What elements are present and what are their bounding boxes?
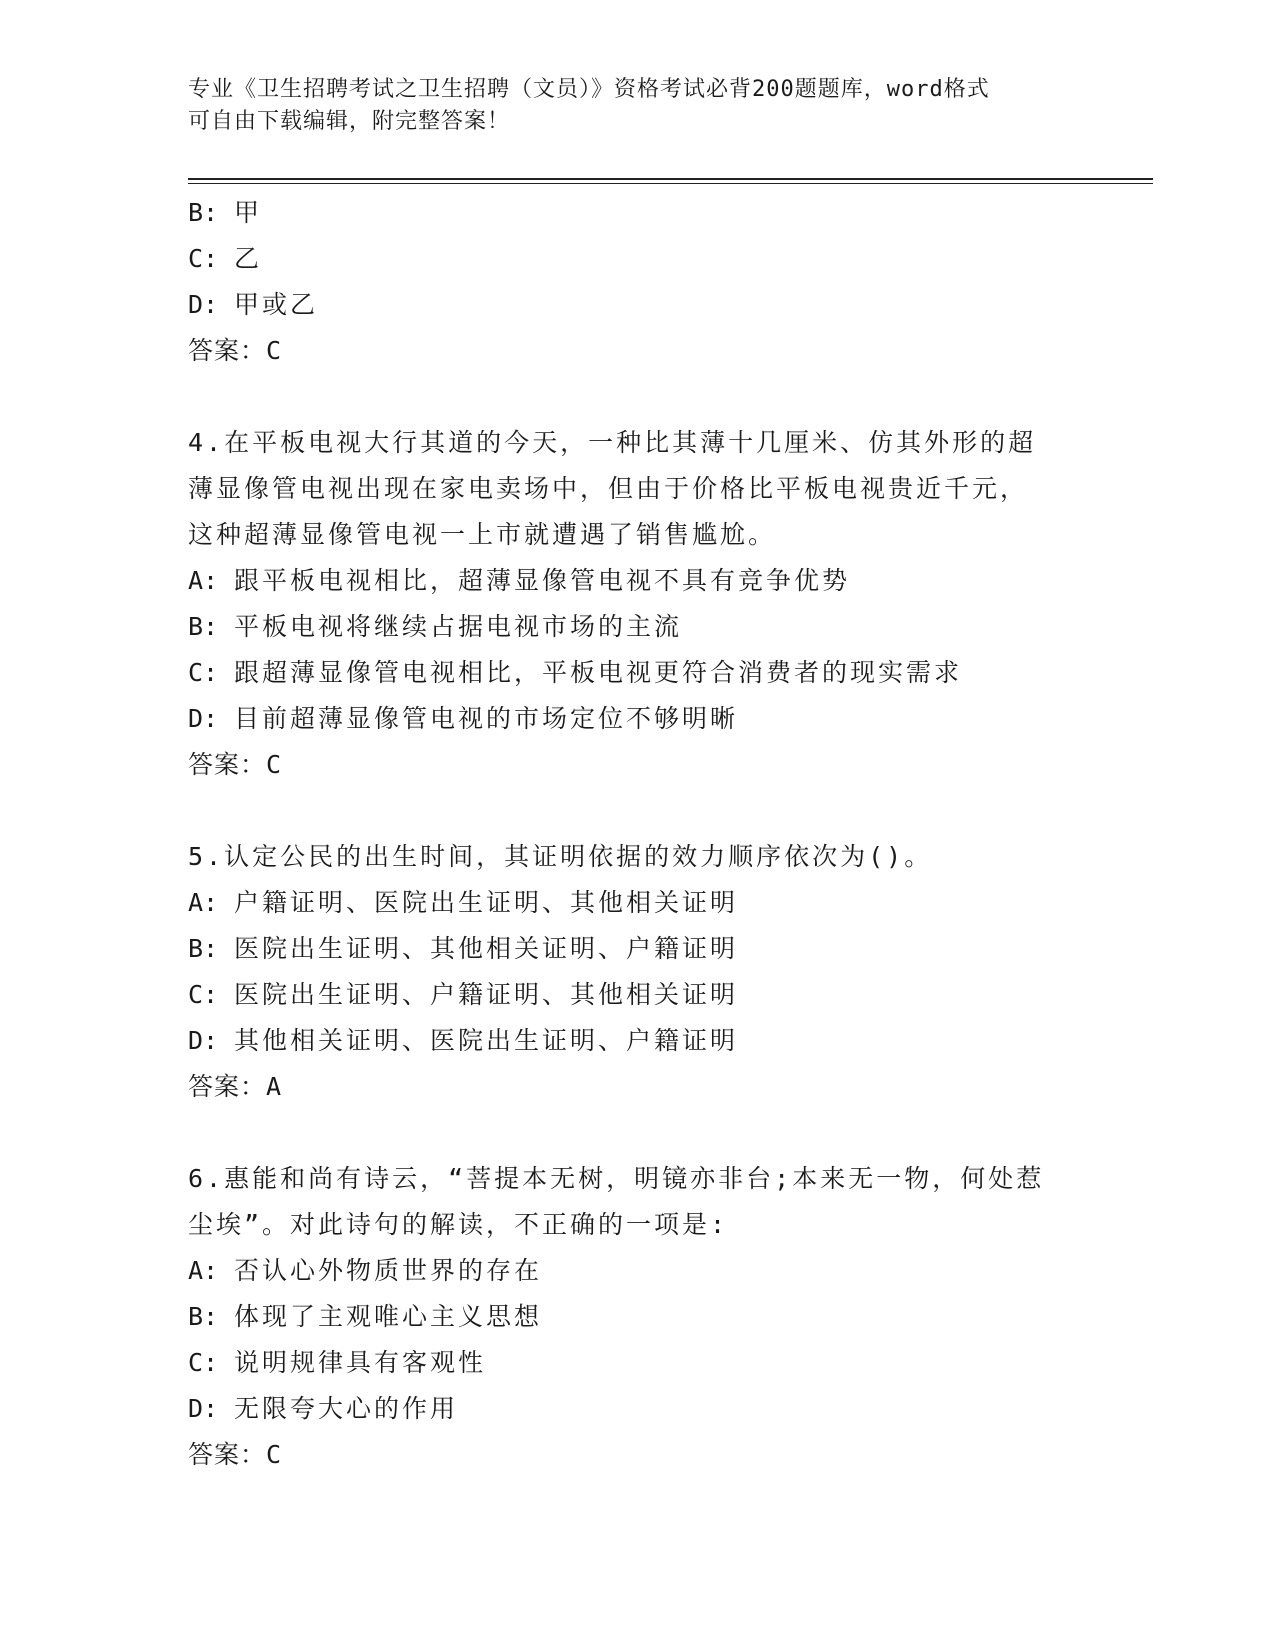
option-letter: C: xyxy=(188,244,219,273)
option-c xyxy=(188,972,1088,1018)
question-stem-line: 4.在平板电视大行其道的今天，一种比其薄十几厘米、仿其外形的超 xyxy=(188,428,1037,457)
header-line-2: 可自由下载编辑，附完整答案！ xyxy=(188,109,511,134)
spacer xyxy=(188,788,1088,834)
option-letter: A: xyxy=(188,566,219,595)
document-header xyxy=(188,74,1088,138)
option-text: 目前超薄显像管电视的市场定位不够明晰 xyxy=(234,704,739,733)
answer-line: 答案：C xyxy=(188,1440,283,1469)
question-stem-line: 这种超薄显像管电视一上市就遭遇了销售尴尬。 xyxy=(188,520,777,549)
option-letter: C: xyxy=(188,980,219,1009)
question-5 xyxy=(188,834,1088,1110)
option-letter: A: xyxy=(188,888,219,917)
option-text: 其他相关证明、医院出生证明、户籍证明 xyxy=(234,1026,739,1055)
option-text: 无限夸大心的作用 xyxy=(234,1394,459,1423)
question-list xyxy=(188,190,1088,1478)
question-stem-line: 6.惠能和尚有诗云，“菩提本无树，明镜亦非台;本来无一物，何处惹 xyxy=(188,1164,1045,1193)
question-stem-line: 薄显像管电视出现在家电卖场中，但由于价格比平板电视贵近千元， xyxy=(188,474,1029,503)
answer-line: 答案：C xyxy=(188,336,283,365)
option-b xyxy=(188,604,1088,650)
question-4 xyxy=(188,420,1088,788)
option-d xyxy=(188,1018,1088,1064)
option-c xyxy=(188,650,1088,696)
option-text: 平板电视将继续占据电视市场的主流 xyxy=(234,612,683,641)
header-divider-thick xyxy=(188,178,1153,180)
answer-line: 答案：A xyxy=(188,1072,283,1101)
option-c xyxy=(188,236,1088,282)
option-text: 乙 xyxy=(234,244,263,273)
option-a xyxy=(188,1248,1088,1294)
option-b xyxy=(188,190,1088,236)
option-text: 户籍证明、医院出生证明、其他相关证明 xyxy=(234,888,739,917)
option-letter: D: xyxy=(188,704,219,733)
option-d xyxy=(188,696,1088,742)
option-letter: D: xyxy=(188,290,219,319)
option-a xyxy=(188,558,1088,604)
option-letter: D: xyxy=(188,1026,219,1055)
option-b xyxy=(188,926,1088,972)
option-text: 说明规律具有客观性 xyxy=(234,1348,487,1377)
option-letter: C: xyxy=(188,658,219,687)
option-letter: B: xyxy=(188,934,219,963)
question-stem-line: 尘埃”。对此诗句的解读，不正确的一项是: xyxy=(188,1210,729,1239)
option-text: 体现了主观唯心主义思想 xyxy=(234,1302,543,1331)
option-text: 医院出生证明、户籍证明、其他相关证明 xyxy=(234,980,739,1009)
option-text: 甲 xyxy=(234,198,263,227)
answer-line: 答案：C xyxy=(188,750,283,779)
option-text: 跟超薄显像管电视相比，平板电视更符合消费者的现实需求 xyxy=(234,658,963,687)
option-letter: D: xyxy=(188,1394,219,1423)
option-letter: B: xyxy=(188,198,219,227)
spacer xyxy=(188,374,1088,420)
option-b xyxy=(188,1294,1088,1340)
option-text: 甲或乙 xyxy=(234,290,319,319)
option-text: 否认心外物质世界的存在 xyxy=(234,1256,543,1285)
question-3 xyxy=(188,190,1088,374)
option-d xyxy=(188,1386,1088,1432)
header-line-1: 专业《卫生招聘考试之卫生招聘（文员）》资格考试必背200题题库，word格式 xyxy=(188,77,990,102)
option-letter: C: xyxy=(188,1348,219,1377)
header-divider-thin xyxy=(188,183,1153,184)
option-d xyxy=(188,282,1088,328)
question-6 xyxy=(188,1156,1088,1478)
option-text: 医院出生证明、其他相关证明、户籍证明 xyxy=(234,934,739,963)
option-a xyxy=(188,880,1088,926)
option-c xyxy=(188,1340,1088,1386)
option-letter: B: xyxy=(188,612,219,641)
option-letter: B: xyxy=(188,1302,219,1331)
spacer xyxy=(188,1110,1088,1156)
question-stem-line: 5.认定公民的出生时间，其证明依据的效力顺序依次为()。 xyxy=(188,842,933,871)
option-letter: A: xyxy=(188,1256,219,1285)
option-text: 跟平板电视相比，超薄显像管电视不具有竞争优势 xyxy=(234,566,851,595)
